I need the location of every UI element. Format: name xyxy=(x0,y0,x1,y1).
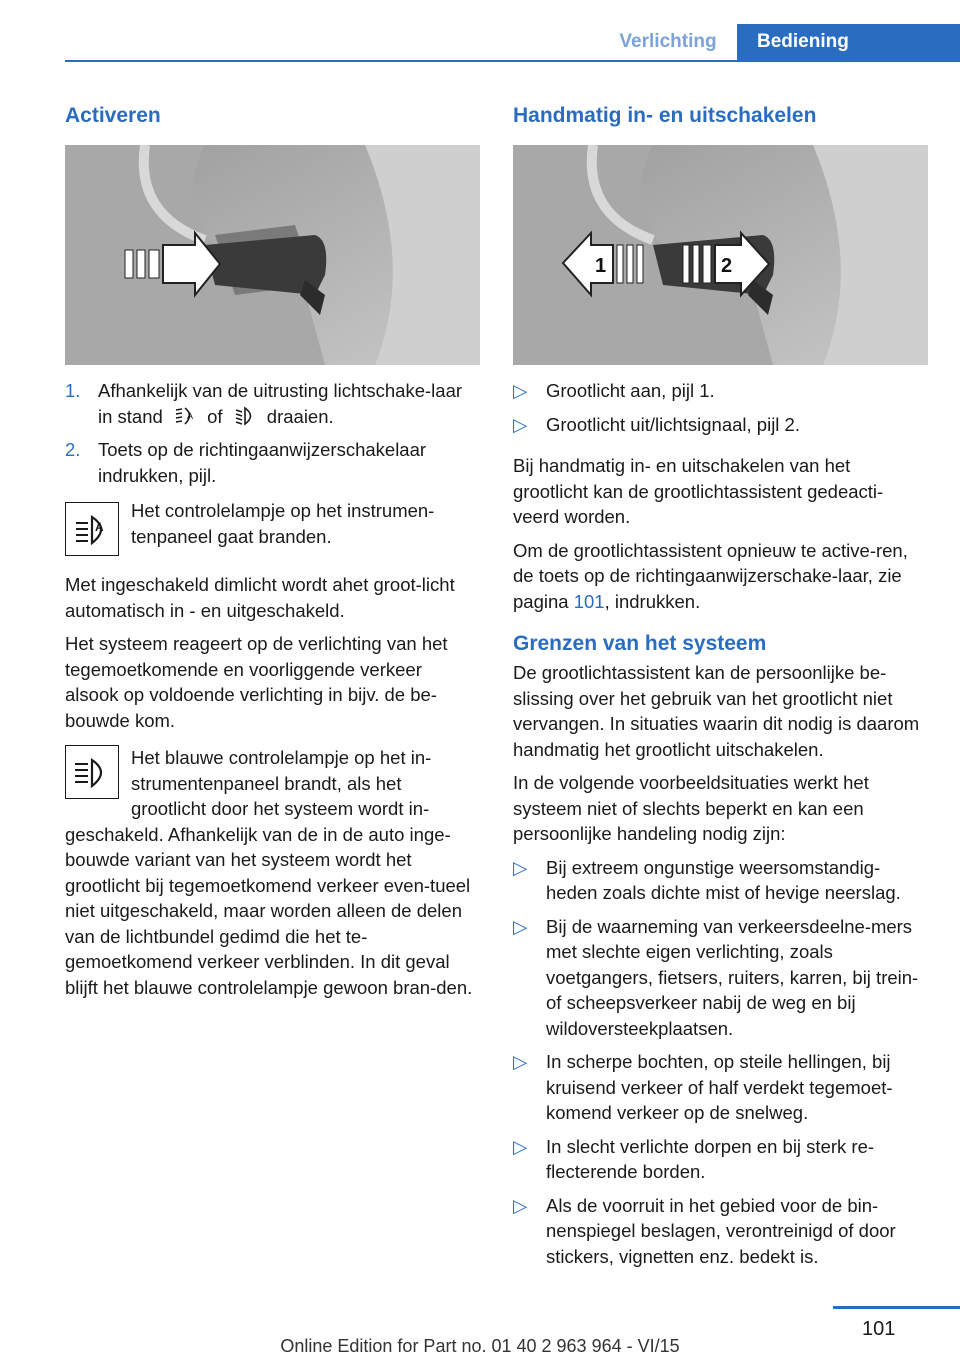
list-item: ▷ Grootlicht uit/lichtsignaal, pijl 2. xyxy=(513,412,928,438)
paragraph: Het systeem reageert op de verlichting van het tegemoetkomende en voorliggende verkeer alsook op voldoende verlichting in bijv. de be-bouwde kom. xyxy=(65,633,448,731)
step-number: 2. xyxy=(65,439,81,460)
section-heading-handmatig: Handmatig in- en uitschakelen xyxy=(513,104,817,127)
paragraph: In de volgende voorbeeldsituaties werkt het systeem niet of slechts beperkt en kan een persoonlijke handeling nodig zijn: xyxy=(513,772,869,844)
list-item: ▷ Bij de waarneming van verkeersdeelne-mers met slechte eigen verlichting, zoals voetgangers, fietsers, ruiters, karren, bij trein- of scheepsverkeer nabij de weg en bij wildoversteekplaatsen. xyxy=(513,915,919,1039)
footer-edition: Online Edition for Part no. 01 40 2 963 964 - VI/15 xyxy=(280,1336,680,1356)
list-item xyxy=(65,437,480,488)
arrow-label-1: 1 xyxy=(595,255,607,277)
indicator-box xyxy=(65,502,119,556)
low-beam-icon xyxy=(234,405,256,427)
bullet-triangle-icon: ▷ xyxy=(513,1135,528,1157)
svg-text:A: A xyxy=(186,410,193,421)
indicator-note-text: Het controlelampje op het instrumen-tenpaneel gaat branden. xyxy=(131,500,435,547)
bullet-triangle-icon: ▷ xyxy=(513,1194,528,1216)
stalk-pull-photo xyxy=(513,145,928,365)
footer-rule xyxy=(833,1306,960,1309)
paragraph: Met ingeschakeld dimlicht wordt ahet groot-licht automatisch in - en uitgeschakeld. xyxy=(65,574,455,621)
paragraph: Bij handmatig in- en uitschakelen van het grootlicht kan de grootlichtassistent gedeacti-veerd worden. xyxy=(513,455,884,527)
list-item: ▷ Bij extreem ongunstige weersomstandig-heden zoals dichte mist of hevige neerslag. xyxy=(513,856,901,903)
arrow-label-2: 2 xyxy=(721,255,733,277)
header-rule xyxy=(65,60,960,62)
tab-bediening[interactable]: Bediening xyxy=(737,24,960,62)
step-text: Afhankelijk van de uitrusting lichtschake-laar in stand xyxy=(98,380,463,427)
bullet-triangle-icon: ▷ xyxy=(513,413,528,435)
indicator-note xyxy=(65,498,480,560)
paragraph: De grootlichtassistent kan de persoonlijke be-slissing over het gebruik van het grootlicht niet vervangen. In situaties waarin dit nodig is daarom handmatig het grootlicht uitschakelen. xyxy=(513,662,920,760)
bullet-triangle-icon: ▷ xyxy=(513,380,528,401)
step-text-of: of xyxy=(207,405,223,427)
list-item: ▷ Grootlicht aan, pijl 1. xyxy=(513,378,928,404)
high-beam-note-text: Het blauwe controlelampje op het in-strumentenpaneel brandt, als het grootlicht door het systeem wordt in-geschakeld. Afhankelijk van de in de auto inge-bouwde variant van het systeem wordt het grootlicht bij tegemoetkomend verkeer even-tueel niet uitgeschakeld, maar worden alleen de delen van de lichtbundel gedimd die het te-gemoetkomend verkeer verblinden. In dit geval blijft het blauwe controlelampje gewoon bran-den. xyxy=(65,747,473,998)
bullet-triangle-icon: ▷ xyxy=(513,1051,528,1072)
list-item: ▷ Als de voorruit in het gebied voor de bin-nenspiegel beslagen, verontreinigd of door stickers, vignetten enz. bedekt is. xyxy=(513,1194,896,1267)
list-item xyxy=(65,378,480,429)
step-text-after: draaien. xyxy=(266,405,334,427)
step-number: 1. xyxy=(65,380,81,401)
section-heading-activeren: Activeren xyxy=(65,104,161,127)
page-link[interactable]: 101 xyxy=(573,590,605,612)
bullet-triangle-icon: ▷ xyxy=(513,915,528,937)
step-text: Toets op de richtingaanwijzerschakelaar indrukken, pijl. xyxy=(98,439,427,486)
list-item: ▷ In slecht verlichte dorpen en bij sterk re-flecterende borden. xyxy=(513,1135,875,1182)
auto-high-beam-icon xyxy=(174,405,196,427)
indicator-box xyxy=(65,745,119,799)
auto-high-beam-icon xyxy=(72,509,112,549)
svg-text:A: A xyxy=(95,520,104,534)
section-heading-grenzen: Grenzen van het systeem xyxy=(513,632,767,655)
list-item: ▷ In scherpe bochten, op steile hellingen, bij kruisend verkeer of half verdekt tegemoet-komend verkeer op de snelweg. xyxy=(513,1051,893,1123)
bullet-triangle-icon: ▷ xyxy=(513,856,528,878)
stalk-push-photo xyxy=(65,145,480,365)
left-steps xyxy=(65,378,480,1000)
high-beam-note xyxy=(65,745,480,1000)
paragraph: Om de grootlichtassistent opnieuw te active-ren, de toets op de richtingaanwijzerschake-laar, zie pagina 101, indrukken. xyxy=(513,539,908,612)
page-number: 101 xyxy=(862,1318,896,1340)
high-beam-icon xyxy=(72,752,112,792)
tab-verlichting[interactable]: Verlichting xyxy=(619,31,717,52)
right-content xyxy=(513,378,928,1277)
